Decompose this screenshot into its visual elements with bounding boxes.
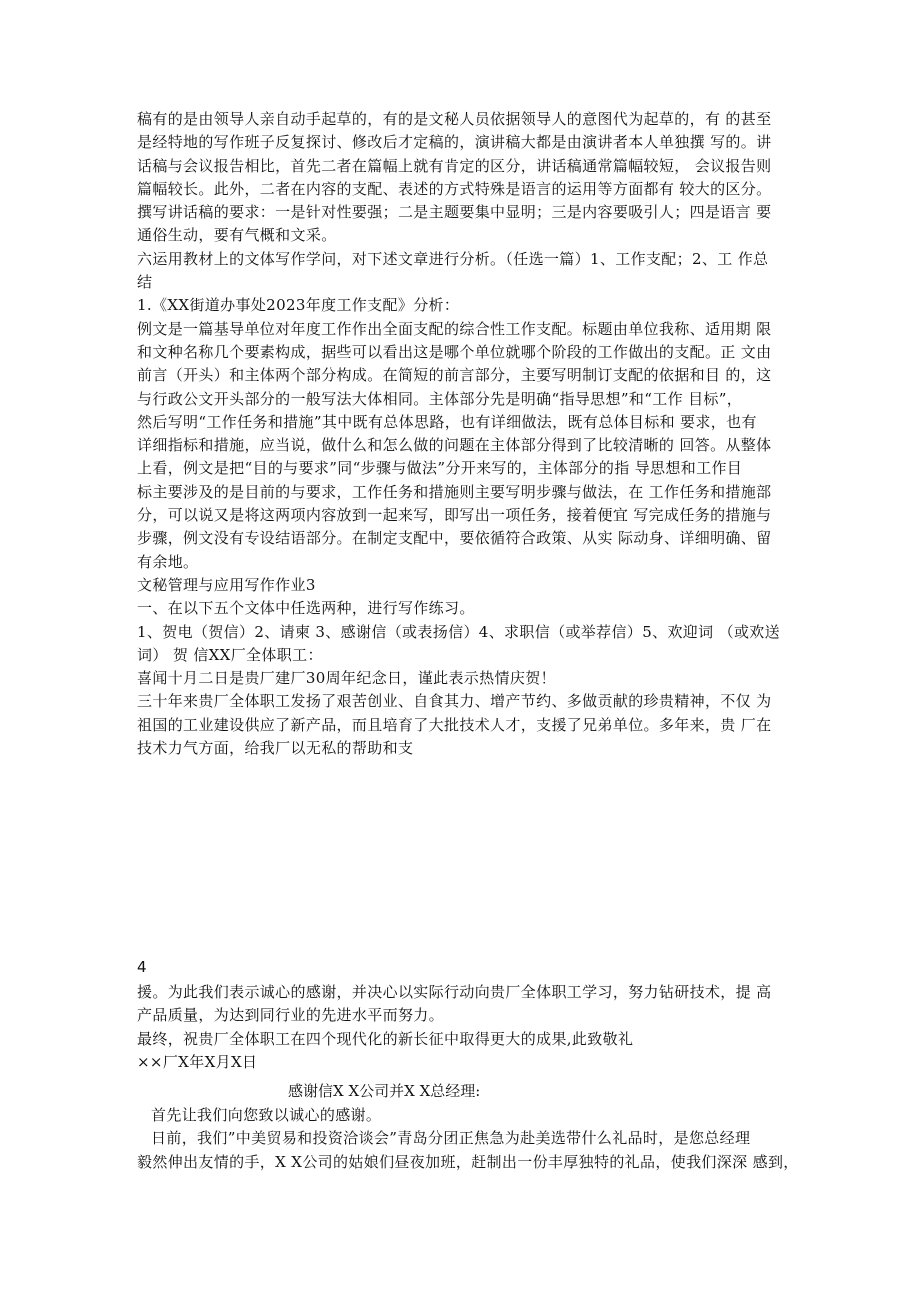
text-line: 援。为此我们表示诚心的感谢，并决心以实际行动向贵厂全体职工学习，努力钻研技术，提 高 (137, 983, 772, 1001)
text-line: 稿有的是由领导人亲自动手起草的，有的是文秘人员依据领导人的意图代为起草的，有 的甚至 (137, 110, 772, 128)
text-line: 详细指标和措施，应当说，做什么和怎么做的问题在主体部分得到了比较清晰的 回答。从整体 (137, 436, 772, 455)
text-line: 产品质量，为达到同行业的先进水平而努力。 (137, 1006, 445, 1025)
text-line: 分，可以说又是将这两项内容放到一起来写，即写出一项任务，接着便宜 写完成任务的措施与 (137, 506, 772, 525)
text-line: 三十年来贵厂全体职工发扬了艰苦创业、自食其力、增产节约、多做贡献的珍贵精神，不仅 为 (137, 692, 772, 711)
text-line: 喜闻十月二日是贵厂建厂30周年纪念日，谨此表示热情庆贺！ (137, 669, 556, 688)
text-line: 话稿与会议报告相比，首先二者在篇幅上就有肯定的区分，讲话稿通常篇幅较短， 会议报告则 (137, 156, 772, 175)
text-line: 前言（开头）和主体两个部分构成。在简短的前言部分，主要写明制订支配的依据和目 的，这 (137, 366, 772, 385)
text-line: 标主要涉及的是目前的与要求，工作任务和措施则主要写明步骤与做法，在 工作任务和措施部 (137, 482, 772, 501)
text-line: 步骤，例文没有专设结语部分。在制定支配中，要依循符合政策、从实 际动身、详细明确、留 (137, 529, 772, 548)
text-block-lower (137, 981, 787, 1074)
page-number: 4 (137, 958, 147, 976)
text-line: 和文种名称几个要素构成，据些可以看出这是哪个单位就哪个阶段的工作做出的支配。正 文由 (137, 342, 772, 361)
text-line: 上看，例文是把“目的与要求”同“步骤与做法”分开来写的，主体部分的指 导思想和工作目 (137, 459, 743, 478)
analysis-heading: 1.《XX街道办事处2023年度工作支配》分析： (137, 296, 460, 315)
text-line: 与行政公文开头部分的一般写法大体相同。主体部分先是明确“指导思想”和“工作 目标”， (137, 389, 743, 408)
text-line: 是经特地的写作班子反复探讨、修改后才定稿的，演讲稿大都是由演讲者本人单独撰 写的。讲 (137, 133, 772, 152)
text-block-upper (137, 108, 787, 760)
text-line: 毅然伸出友情的手，X X公司的姑娘们昼夜加班，赶制出一份丰厚独特的礼品，使我们深深 感到， (137, 1152, 799, 1171)
text-line: 祖国的工业建设供应了新产品，而且培育了大批技术人才，支援了兄弟单位。多年来，贵 厂在 (137, 715, 772, 734)
letter-heading: 感谢信X X公司并X X总经理: (288, 1082, 481, 1100)
text-block-letter (137, 1104, 799, 1174)
text-line: 然后写明“工作任务和措施”其中既有总体思路，也有详细做法，既有总体目标和 要求，也有 (137, 412, 757, 431)
text-line: 例文是一篇基导单位对年度工作作出全面支配的综合性工作支配。标题由单位我称、适用期 限 (137, 319, 772, 338)
text-line: 最终，祝贵厂全体职工在四个现代化的新长征中取得更大的成果,此致敬礼 (137, 1029, 634, 1048)
text-line: 1、贺电（贺信）2、请柬 3、感谢信（或表扬信）4、求职信（或举荐信）5、欢迎词 （或欢送 (137, 622, 781, 641)
text-line: 撰写讲话稿的要求：一是针对性要强；二是主题要集中显明；三是内容要吸引人；四是语言 要 (137, 203, 772, 222)
text-line: 词） 贺 信XX厂全体职工： (137, 645, 323, 664)
text-line: 篇幅较长。此外，二者在内容的支配、表述的方式特殊是语言的运用等方面都有 较大的区分。 (137, 179, 772, 198)
text-line: 有余地。 (137, 552, 199, 571)
assignment-title: 文秘管理与应用写作作业3 (137, 575, 316, 594)
signature-date: ××厂X年X月X日 (137, 1052, 258, 1071)
text-line: 首先让我们向您致以诚心的感谢。 (151, 1106, 382, 1124)
text-line: 六运用教材上的文体写作学问，对下述文章进行分析。（任选一篇）1、工作支配；2、工 作总 (137, 249, 769, 268)
text-line: 结 (137, 273, 153, 292)
text-line: 技术力气方面，给我厂以无私的帮助和支 (137, 739, 414, 758)
text-line: 一、在以下五个文体中任选两种，进行写作练习。 (137, 599, 475, 618)
text-line: 日前，我们”中美贸易和投资洽谈会”青岛分团正焦急为赴美选带什么礼品时，是您总经理 (151, 1129, 751, 1148)
text-line: 通俗生动，要有气概和文采。 (137, 226, 337, 245)
